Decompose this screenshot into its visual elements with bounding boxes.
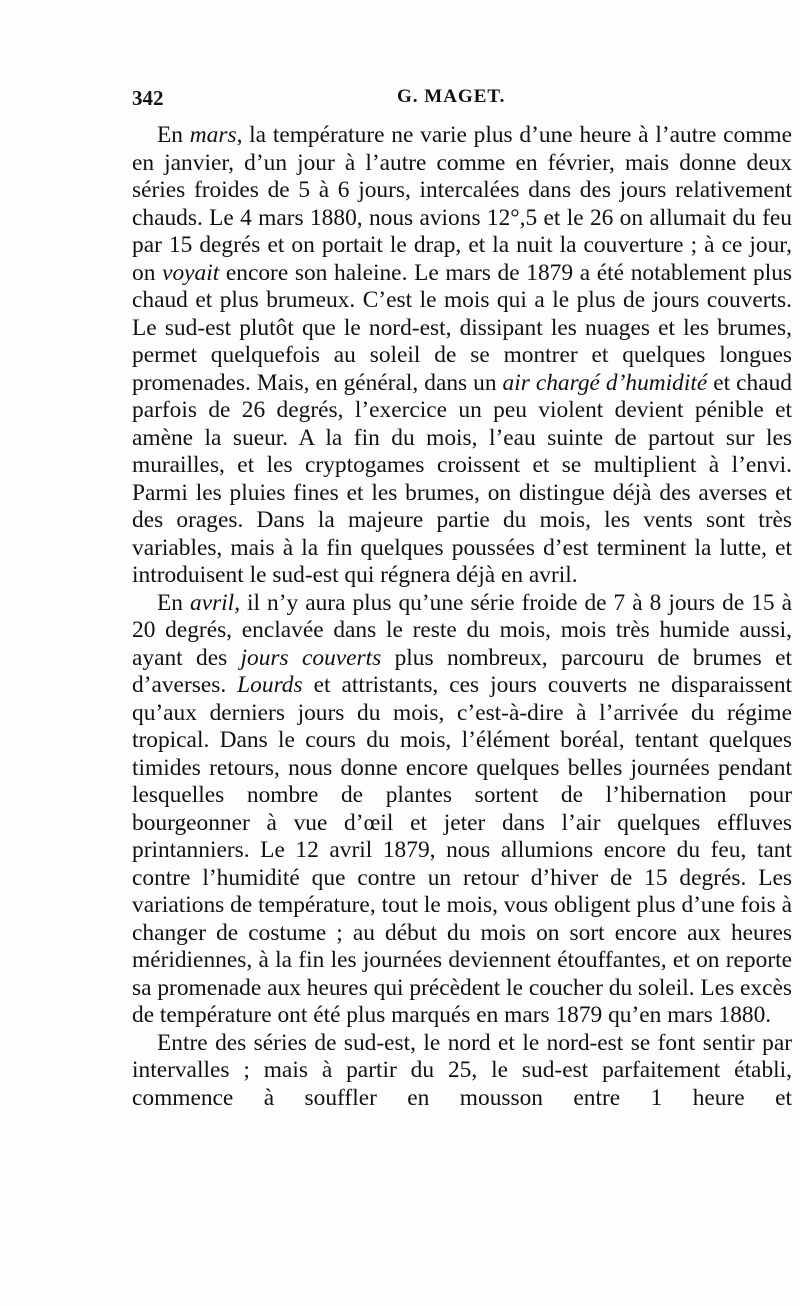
text-run: et attristants, ces jours couverts ne disparaissent qu’aux derniers jours du mois, c’est-à-dire à l’arrivée du régime tropical. Dans le cours du mois, l’élément boréal, tentant quelques timides retours, nous donne encore quelques belles journées pendant lesquelles nombre de plantes sortent de l’hibernation pour bourgeonner à vue d’œil et jeter dans l’air quelques effluves printanniers. Le 12 avril 1879, nous allumions encore du feu, tant contre l’humidité que contre un retour d’hiver de 15 degrés. Les variations de température, tout le mois, vous obligent plus d’une fois à changer de costume ; au début du mois on sort encore aux heures méridiennes, à la fin les journées deviennent étouffantes, et on reporte sa promenade aux heures qui précèdent le coucher du soleil. Les excès de température ont été plus marqués en mars 1879 qu’en mars 1880. (132, 672, 793, 1028)
italic-text: air chargé d’humidité (502, 369, 708, 396)
text-run: En (157, 122, 190, 148)
italic-text: Lourds (237, 672, 303, 698)
running-head: G. MAGET. (397, 86, 506, 107)
text-run: Entre des séries de sud-est, le nord et le nord-est se font sentir par intervalles ; mais à partir du 25, le sud-est parfaitement établi, commence à souffler en mousson entre 1 heure et (132, 1029, 792, 1111)
italic-text: mars (189, 122, 237, 148)
page-number: 342 (132, 86, 164, 110)
text-run: , il n’y aura plus qu’une série froide de 7 à 8 jours de 15 à 20 degrés, enclavée dans le reste du mois, mois très humide aussi, ayant des (132, 589, 792, 671)
italic-text: jours couverts (240, 644, 382, 671)
text-run: , la température ne varie plus d’une heure à l’autre comme en janvier, d’un jour à l’autre comme en février, mais donne deux séries froides de 5 à 6 jours, intercalées dans des jours relativement chauds. Le 4 mars 1880, nous avions 12°,5 et le 26 on allumait du feu par 15 degrés et on portait le drap, et la nuit la couverture ; à ce jour, on (132, 122, 792, 286)
text-run: encore son haleine. Le mars de 1879 a été notablement plus chaud et plus brumeux. C’est le mois qui a le plus de jours couverts. Le sud-est plutôt que le nord-est, dissipant les nuages et les brumes, permet quelquefois au soleil de se montrer et quelques longues promenades. Mais, en général, dans un (132, 259, 792, 396)
paragraph (132, 1030, 792, 1113)
text-run: En (157, 589, 190, 616)
paragraph (132, 122, 792, 590)
page-header (132, 86, 792, 116)
italic-text: avril (190, 589, 235, 616)
text-run: et chaud parfois de 26 degrés, l’exercice un peu violent devient pénible et amène la sueur. A la fin du mois, l’eau suinte de partout sur les murailles, et les cryptogames croissent et se multiplient à l’envi. Parmi les pluies fines et les brumes, on distingue déjà des averses et des orages. Dans la majeure partie du mois, les vents sont très variables, mais à la fin quelques poussées d’est terminent la lutte, et introduisent le sud-est qui régnera déjà en avril. (132, 369, 793, 588)
text-run: plus nombreux, parcouru de brumes et d’averses. (132, 644, 792, 698)
body-text (132, 122, 792, 1112)
paragraph (132, 590, 792, 1030)
italic-text: voyait (162, 259, 220, 286)
